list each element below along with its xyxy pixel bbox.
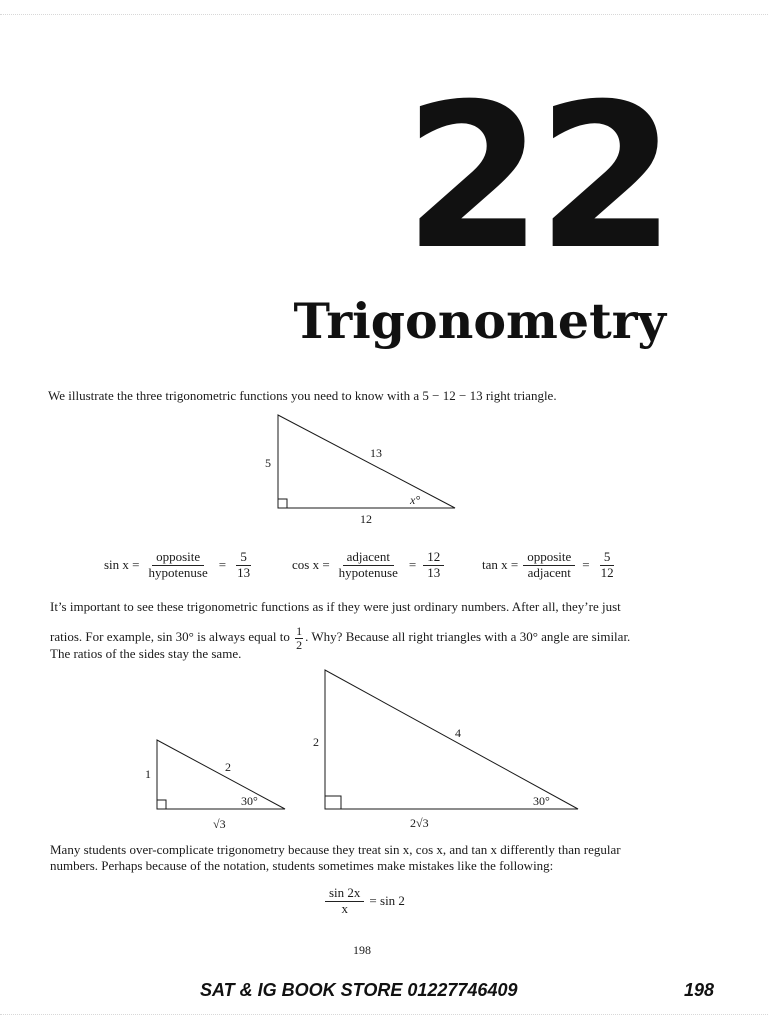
small-30-60-90-triangle	[135, 730, 295, 835]
paragraph-mistakes-line-2: numbers. Perhaps because of the notation, students sometimes make mistakes like the following:	[50, 858, 554, 873]
tan-ratio-words	[523, 550, 575, 581]
paragraph-ratios-line-3: The ratios of the sides stay the same.	[50, 646, 242, 661]
cos-equals: =	[408, 557, 417, 573]
right-angle-marker	[278, 499, 287, 508]
sin-value-numerator: 5	[236, 550, 251, 566]
sin-formula	[104, 550, 259, 581]
intro-paragraph: We illustrate the three trigonometric functions you need to know with a 5 − 12 − 13 right triangle.	[48, 388, 557, 403]
sin-denominator: hypotenuse	[148, 564, 208, 580]
cos-value-numerator: 12	[423, 550, 444, 566]
chapter-number: 22	[403, 61, 670, 294]
footer-page-number: 198	[684, 980, 715, 1000]
angle-label: x°	[410, 493, 421, 507]
sin-numerator: opposite	[152, 550, 204, 566]
side-label-base: 12	[360, 512, 372, 526]
fraction-numerator: 1	[296, 624, 303, 638]
tan-numerator: opposite	[523, 550, 575, 566]
large-side-base: 2√3	[410, 816, 429, 830]
mistake-rhs: = sin 2	[369, 893, 405, 909]
side-label-vertical: 5	[265, 456, 271, 470]
tan-value-numerator: 5	[600, 550, 615, 566]
sin-ratio-numbers	[233, 550, 254, 581]
chapter-title: Trigonometry	[293, 292, 666, 350]
large-side-vertical: 2	[313, 735, 319, 749]
small-side-vertical: 1	[145, 767, 151, 781]
triangle-outline	[278, 415, 455, 508]
cos-ratio-words	[335, 550, 402, 581]
tan-value-denominator: 12	[600, 564, 614, 580]
small-angle-label: 30°	[241, 794, 258, 808]
page-number: 198	[353, 943, 371, 957]
large-right-angle-marker	[325, 796, 341, 809]
small-right-angle-marker	[157, 800, 166, 809]
cos-numerator: adjacent	[343, 550, 394, 566]
tan-lhs: tan x =	[482, 557, 519, 573]
paragraph-ratios-line-1: It’s important to see these trigonometric functions as if they were just ordinary numbers. After all, they’re just	[50, 599, 621, 614]
mistake-fraction	[325, 886, 364, 917]
tan-equals: =	[582, 557, 590, 573]
cos-ratio-numbers	[423, 550, 444, 581]
scan-artifact-bottom	[0, 1014, 768, 1016]
sin-ratio-words	[145, 550, 212, 581]
small-side-base: √3	[213, 817, 226, 831]
tan-formula	[482, 550, 623, 581]
sin-lhs: sin x =	[104, 557, 140, 573]
tan-denominator: adjacent	[527, 564, 571, 580]
footer-store-name: SAT & IG BOOK STORE 01227746409	[200, 980, 518, 1000]
large-30-60-90-triangle	[300, 660, 590, 835]
fraction-denominator: 2	[296, 637, 303, 652]
paragraph-mistakes-line-1: Many students over-complicate trigonometry because they treat sin x, cos x, and tan x differently than regular	[50, 842, 621, 857]
sin-equals: =	[218, 557, 227, 573]
tan-ratio-numbers	[597, 550, 618, 581]
cos-formula	[292, 550, 449, 581]
mistake-numerator: sin 2x	[325, 886, 364, 902]
sin-value-denominator: 13	[237, 564, 251, 580]
large-side-hypotenuse: 4	[455, 726, 461, 740]
small-triangle-outline	[157, 740, 285, 809]
mistake-formula	[320, 886, 405, 917]
side-label-hypotenuse: 13	[370, 446, 382, 460]
large-triangle-outline	[325, 670, 578, 809]
ratios-text-b: . Why? Because all right triangles with a 30° angle are similar.	[305, 629, 631, 645]
small-side-hypotenuse: 2	[225, 760, 231, 774]
cos-denominator: hypotenuse	[338, 564, 398, 580]
ratios-text-a: ratios. For example, sin 30° is always equal to	[50, 629, 290, 645]
large-angle-label: 30°	[533, 794, 550, 808]
triangle-5-12-13	[250, 405, 470, 530]
cos-lhs: cos x =	[292, 557, 330, 573]
cos-value-denominator: 13	[427, 564, 441, 580]
mistake-denominator: x	[341, 900, 348, 916]
scan-artifact-top	[0, 14, 768, 16]
